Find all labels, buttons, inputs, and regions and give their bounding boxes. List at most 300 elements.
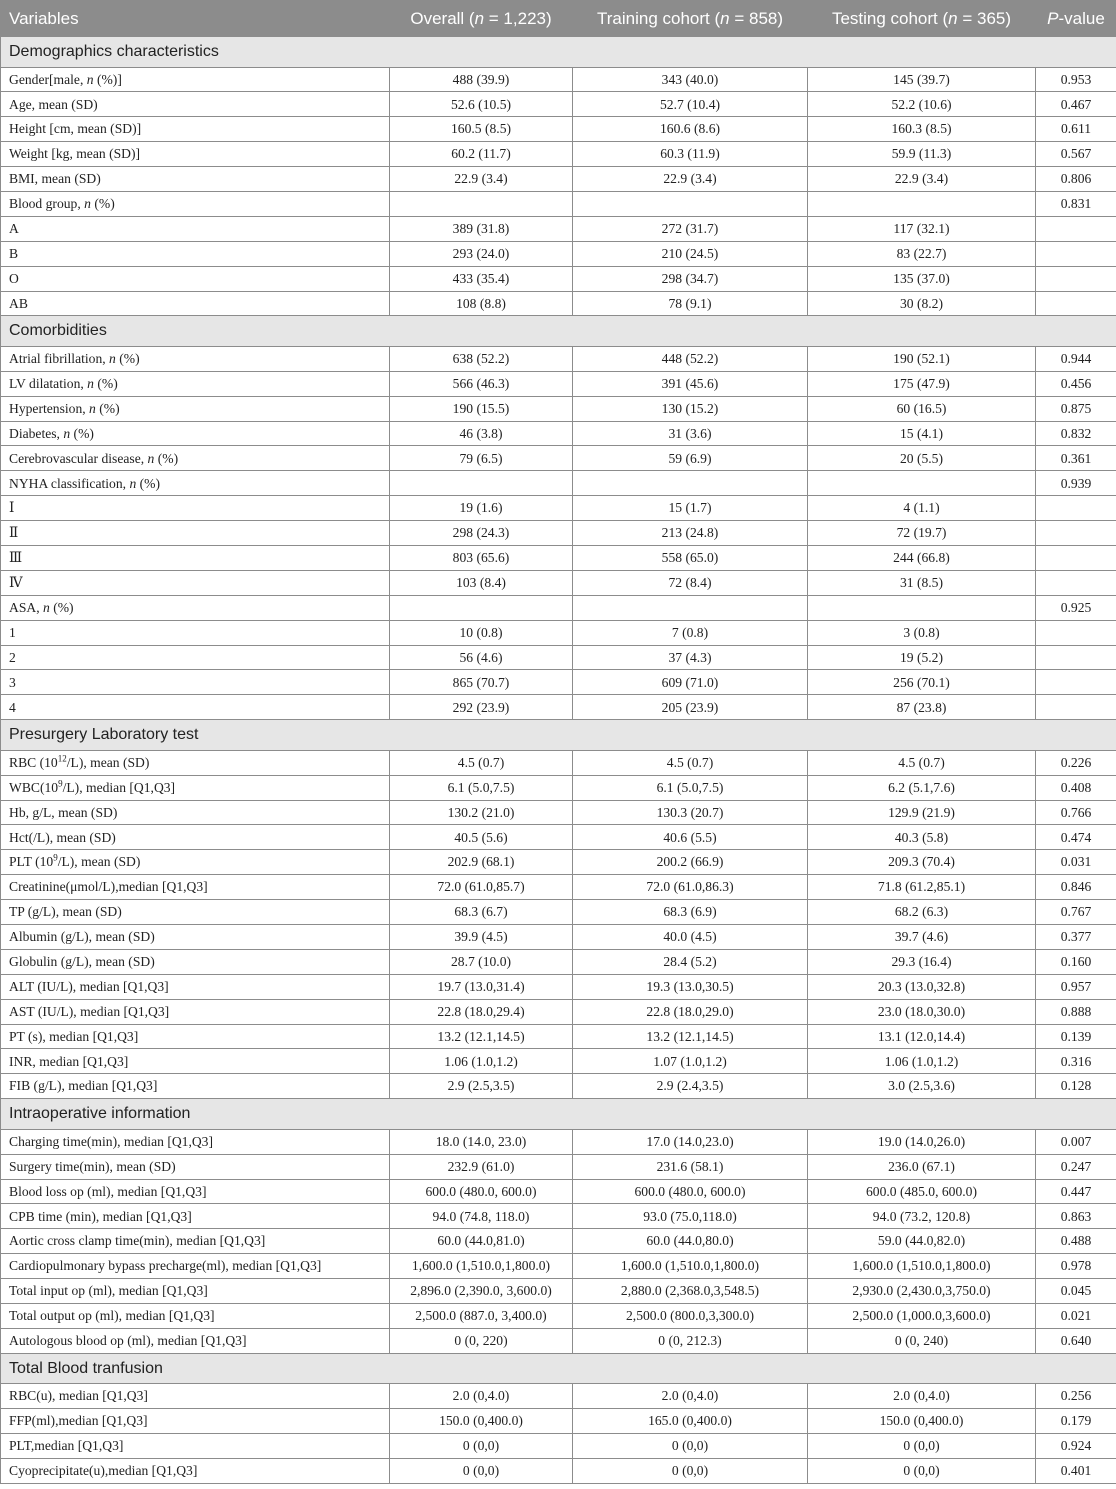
p-value — [1036, 216, 1116, 241]
p-value: 0.567 — [1036, 142, 1116, 167]
table-row — [1, 546, 1116, 571]
p-value — [1036, 570, 1116, 595]
section-header-row — [1, 720, 1116, 751]
label-segment: Globulin (g/L), mean (SD) — [9, 954, 155, 970]
label-segment: (%) — [95, 400, 120, 416]
training-value: 130.3 (20.7) — [573, 800, 808, 825]
variable-label — [1, 1154, 390, 1179]
training-value: 272 (31.7) — [573, 216, 808, 241]
variable-label — [1, 167, 390, 192]
table-row — [1, 1154, 1116, 1179]
variable-label — [1, 1129, 390, 1154]
label-segment: n — [84, 196, 91, 212]
label-segment: FIB (g/L), median [Q1,Q3] — [9, 1078, 158, 1094]
table-row — [1, 825, 1116, 850]
p-value: 0.767 — [1036, 900, 1116, 925]
variable-label — [1, 446, 390, 471]
table-row — [1, 1204, 1116, 1229]
label-segment: /L), median [Q1,Q3] — [62, 779, 176, 795]
p-value — [1036, 620, 1116, 645]
section-header-row — [1, 37, 1116, 68]
label-segment: ASA, — [9, 599, 43, 615]
p-value: 0.944 — [1036, 346, 1116, 371]
variable-label — [1, 800, 390, 825]
p-value: 0.474 — [1036, 825, 1116, 850]
testing-value: 52.2 (10.6) — [808, 92, 1036, 117]
label-segment: 2 — [9, 649, 16, 665]
overall-value: 293 (24.0) — [390, 241, 573, 266]
testing-value: 0 (0,0) — [808, 1458, 1036, 1483]
label-segment: CPB time (min), median [Q1,Q3] — [9, 1208, 192, 1224]
label-segment: n — [86, 71, 94, 87]
variable-label — [1, 1303, 390, 1328]
section-header-row — [1, 1099, 1116, 1130]
overall-value: 202.9 (68.1) — [390, 850, 573, 875]
variable-label — [1, 1049, 390, 1074]
overall-value: 19 (1.6) — [390, 496, 573, 521]
testing-value: 59.0 (44.0,82.0) — [808, 1229, 1036, 1254]
table-row — [1, 521, 1116, 546]
training-value: 13.2 (12.1,14.5) — [573, 1024, 808, 1049]
p-value: 0.832 — [1036, 421, 1116, 446]
training-value: 0 (0,0) — [573, 1458, 808, 1483]
variable-label — [1, 999, 390, 1024]
testing-value: 94.0 (73.2, 120.8) — [808, 1204, 1036, 1229]
testing-value: 0 (0, 240) — [808, 1328, 1036, 1353]
label-segment: Blood loss op (ml), median [Q1,Q3] — [9, 1183, 207, 1199]
overall-value: 68.3 (6.7) — [390, 900, 573, 925]
label-segment: (%) — [115, 351, 140, 367]
p-value: 0.007 — [1036, 1129, 1116, 1154]
testing-value: 4 (1.1) — [808, 496, 1036, 521]
testing-value: 129.9 (21.9) — [808, 800, 1036, 825]
overall-value: 19.7 (13.0,31.4) — [390, 974, 573, 999]
training-value: 72.0 (61.0,86.3) — [573, 875, 808, 900]
training-value: 40.0 (4.5) — [573, 925, 808, 950]
table-body — [1, 37, 1116, 1484]
label-segment: (%) — [70, 425, 94, 441]
p-value: 0.377 — [1036, 925, 1116, 950]
table-row — [1, 1179, 1116, 1204]
label-segment: Blood group, — [9, 196, 85, 212]
table-row — [1, 291, 1116, 316]
variable-label — [1, 595, 390, 620]
testing-value: 71.8 (61.2,85.1) — [808, 875, 1036, 900]
variable-label — [1, 521, 390, 546]
testing-value: 72 (19.7) — [808, 521, 1036, 546]
variable-label — [1, 1229, 390, 1254]
variable-label — [1, 1024, 390, 1049]
label-segment: Ⅰ — [9, 500, 15, 516]
overall-value: 389 (31.8) — [390, 216, 573, 241]
overall-value: 2.0 (0,4.0) — [390, 1384, 573, 1409]
variable-label — [1, 216, 390, 241]
label-segment: n — [147, 450, 155, 466]
testing-value: 150.0 (0,400.0) — [808, 1409, 1036, 1434]
training-value: 205 (23.9) — [573, 695, 808, 720]
table-row — [1, 421, 1116, 446]
section-header-row — [1, 1353, 1116, 1384]
testing-value: 600.0 (485.0, 600.0) — [808, 1179, 1036, 1204]
training-value: 609 (71.0) — [573, 670, 808, 695]
label-segment: Total input op (ml), median [Q1,Q3] — [9, 1283, 208, 1299]
section-title: Presurgery Laboratory test — [1, 720, 1116, 751]
testing-value: 87 (23.8) — [808, 695, 1036, 720]
training-value: 4.5 (0.7) — [573, 750, 808, 775]
training-value: 72 (8.4) — [573, 570, 808, 595]
table-row — [1, 974, 1116, 999]
training-value: 600.0 (480.0, 600.0) — [573, 1179, 808, 1204]
training-value: 0 (0, 212.3) — [573, 1328, 808, 1353]
label-segment: Atrial fibrillation, — [9, 351, 110, 367]
label-segment: n — [109, 351, 116, 367]
training-value: 6.1 (5.0,7.5) — [573, 775, 808, 800]
label-segment: Aortic cross clamp time(min), median [Q1,Q3] — [9, 1233, 266, 1249]
p-value: 0.924 — [1036, 1434, 1116, 1459]
testing-value: 19 (5.2) — [808, 645, 1036, 670]
label-segment: 9 — [58, 778, 63, 789]
table-row — [1, 446, 1116, 471]
label-segment: Height [cm, mean (SD)] — [9, 121, 142, 137]
label-segment: n — [129, 475, 137, 491]
overall-value: 18.0 (14.0, 23.0) — [390, 1129, 573, 1154]
label-segment: PLT (10 — [9, 854, 54, 870]
label-segment: AST (IU/L), median [Q1,Q3] — [9, 1003, 170, 1019]
overall-value: 566 (46.3) — [390, 371, 573, 396]
training-value: 52.7 (10.4) — [573, 92, 808, 117]
label-segment: (%) — [49, 599, 74, 615]
overall-value: 28.7 (10.0) — [390, 949, 573, 974]
table-row — [1, 117, 1116, 142]
variable-label — [1, 1458, 390, 1483]
testing-value: 209.3 (70.4) — [808, 850, 1036, 875]
p-value: 0.456 — [1036, 371, 1116, 396]
header-row — [1, 1, 1116, 37]
label-segment: LV dilatation, — [9, 375, 88, 391]
variable-label — [1, 974, 390, 999]
p-value: 0.863 — [1036, 1204, 1116, 1229]
overall-value: 52.6 (10.5) — [390, 92, 573, 117]
label-segment: (%) — [90, 196, 115, 212]
table-row — [1, 620, 1116, 645]
training-value: 558 (65.0) — [573, 546, 808, 571]
table-row — [1, 775, 1116, 800]
label-segment: Weight [kg, mean (SD)] — [9, 146, 141, 162]
table-row — [1, 1049, 1116, 1074]
training-value: 0 (0,0) — [573, 1434, 808, 1459]
label-segment: Cardiopulmonary bypass precharge(ml), median [Q1,Q3] — [9, 1258, 322, 1274]
section-title: Total Blood tranfusion — [1, 1353, 1116, 1384]
p-value: 0.875 — [1036, 396, 1116, 421]
p-value — [1036, 291, 1116, 316]
table-row — [1, 695, 1116, 720]
testing-value — [808, 191, 1036, 216]
variable-label — [1, 191, 390, 216]
variable-label — [1, 346, 390, 371]
p-value: 0.888 — [1036, 999, 1116, 1024]
overall-value: 60.0 (44.0,81.0) — [390, 1229, 573, 1254]
variable-label — [1, 775, 390, 800]
table-row — [1, 750, 1116, 775]
p-value — [1036, 546, 1116, 571]
label-segment: Gender[male, — [9, 71, 87, 87]
training-value: 165.0 (0,400.0) — [573, 1409, 808, 1434]
label-segment: (%) — [93, 375, 118, 391]
testing-value: 256 (70.1) — [808, 670, 1036, 695]
training-value: 448 (52.2) — [573, 346, 808, 371]
table-row — [1, 142, 1116, 167]
variable-label — [1, 1204, 390, 1229]
training-value: 298 (34.7) — [573, 266, 808, 291]
table-row — [1, 1254, 1116, 1279]
p-value: 0.361 — [1036, 446, 1116, 471]
training-value — [573, 471, 808, 496]
header-variables: Variables — [1, 1, 390, 37]
variable-label — [1, 620, 390, 645]
overall-value: 1.06 (1.0,1.2) — [390, 1049, 573, 1074]
variable-label — [1, 1279, 390, 1304]
p-value: 0.467 — [1036, 92, 1116, 117]
testing-value: 145 (39.7) — [808, 67, 1036, 92]
table-row — [1, 371, 1116, 396]
label-segment: BMI, mean (SD) — [9, 171, 101, 187]
p-value: 0.846 — [1036, 875, 1116, 900]
p-value: 0.957 — [1036, 974, 1116, 999]
p-value — [1036, 241, 1116, 266]
variable-label — [1, 396, 390, 421]
testing-value — [808, 595, 1036, 620]
training-value: 7 (0.8) — [573, 620, 808, 645]
p-value: 0.806 — [1036, 167, 1116, 192]
overall-value: 72.0 (61.0,85.7) — [390, 875, 573, 900]
table-row — [1, 496, 1116, 521]
variable-label — [1, 291, 390, 316]
table-row — [1, 167, 1116, 192]
testing-value: 4.5 (0.7) — [808, 750, 1036, 775]
variable-label — [1, 875, 390, 900]
training-value: 391 (45.6) — [573, 371, 808, 396]
label-segment: INR, median [Q1,Q3] — [9, 1053, 129, 1069]
p-value: 0.045 — [1036, 1279, 1116, 1304]
testing-value: 3.0 (2.5,3.6) — [808, 1074, 1036, 1099]
label-segment: B — [9, 245, 19, 261]
variable-label — [1, 117, 390, 142]
training-value: 60.3 (11.9) — [573, 142, 808, 167]
testing-value: 40.3 (5.8) — [808, 825, 1036, 850]
training-value: 1,600.0 (1,510.0,1,800.0) — [573, 1254, 808, 1279]
overall-value: 39.9 (4.5) — [390, 925, 573, 950]
variable-label — [1, 570, 390, 595]
table-row — [1, 1074, 1116, 1099]
table-row — [1, 67, 1116, 92]
table-row — [1, 875, 1116, 900]
p-value: 0.031 — [1036, 850, 1116, 875]
overall-value — [390, 471, 573, 496]
label-segment: 3 — [9, 674, 16, 690]
training-value: 59 (6.9) — [573, 446, 808, 471]
table-row — [1, 266, 1116, 291]
training-value: 93.0 (75.0,118.0) — [573, 1204, 808, 1229]
label-segment: RBC(u), median [Q1,Q3] — [9, 1388, 148, 1404]
table-row — [1, 241, 1116, 266]
variable-label — [1, 92, 390, 117]
testing-value: 31 (8.5) — [808, 570, 1036, 595]
testing-value: 83 (22.7) — [808, 241, 1036, 266]
variable-label — [1, 241, 390, 266]
variable-label — [1, 1179, 390, 1204]
overall-value: 79 (6.5) — [390, 446, 573, 471]
label-segment: Cerebrovascular disease, — [9, 450, 148, 466]
overall-value: 433 (35.4) — [390, 266, 573, 291]
label-segment: Diabetes, — [9, 425, 64, 441]
section-header-row — [1, 316, 1116, 347]
p-value: 0.316 — [1036, 1049, 1116, 1074]
testing-value: 20.3 (13.0,32.8) — [808, 974, 1036, 999]
table-header — [1, 1, 1116, 37]
variable-label — [1, 266, 390, 291]
training-value: 28.4 (5.2) — [573, 949, 808, 974]
training-value: 40.6 (5.5) — [573, 825, 808, 850]
testing-value: 3 (0.8) — [808, 620, 1036, 645]
table-row — [1, 850, 1116, 875]
overall-value: 22.9 (3.4) — [390, 167, 573, 192]
overall-value: 6.1 (5.0,7.5) — [390, 775, 573, 800]
table-row — [1, 645, 1116, 670]
label-segment: (%) — [136, 475, 161, 491]
training-value: 22.8 (18.0,29.0) — [573, 999, 808, 1024]
overall-value: 865 (70.7) — [390, 670, 573, 695]
table-row — [1, 191, 1116, 216]
label-segment: AB — [9, 295, 28, 311]
p-value: 0.488 — [1036, 1229, 1116, 1254]
table-row — [1, 1279, 1116, 1304]
overall-value: 46 (3.8) — [390, 421, 573, 446]
variable-label — [1, 750, 390, 775]
variable-label — [1, 1434, 390, 1459]
label-segment: Creatinine(μmol/L),median [Q1,Q3] — [9, 879, 208, 895]
variable-label — [1, 1074, 390, 1099]
variable-label — [1, 949, 390, 974]
table-row — [1, 346, 1116, 371]
testing-value: 60 (16.5) — [808, 396, 1036, 421]
p-value: 0.978 — [1036, 1254, 1116, 1279]
training-value — [573, 191, 808, 216]
overall-value: 2,896.0 (2,390.0, 3,600.0) — [390, 1279, 573, 1304]
label-segment: ALT (IU/L), median [Q1,Q3] — [9, 978, 169, 994]
testing-value: 13.1 (12.0,14.4) — [808, 1024, 1036, 1049]
label-segment: Surgery time(min), mean (SD) — [9, 1158, 176, 1174]
training-value: 60.0 (44.0,80.0) — [573, 1229, 808, 1254]
training-value: 15 (1.7) — [573, 496, 808, 521]
label-segment: Ⅳ — [9, 575, 23, 591]
overall-value — [390, 595, 573, 620]
training-value: 160.6 (8.6) — [573, 117, 808, 142]
table-row — [1, 949, 1116, 974]
table-row — [1, 999, 1116, 1024]
overall-value: 0 (0,0) — [390, 1434, 573, 1459]
testing-value: 68.2 (6.3) — [808, 900, 1036, 925]
training-value: 200.2 (66.9) — [573, 850, 808, 875]
testing-value: 0 (0,0) — [808, 1434, 1036, 1459]
p-value: 0.226 — [1036, 750, 1116, 775]
table-row — [1, 670, 1116, 695]
overall-value: 103 (8.4) — [390, 570, 573, 595]
training-value: 19.3 (13.0,30.5) — [573, 974, 808, 999]
overall-value: 94.0 (74.8, 118.0) — [390, 1204, 573, 1229]
training-value: 22.9 (3.4) — [573, 167, 808, 192]
label-segment: Hb, g/L, mean (SD) — [9, 804, 118, 820]
p-value: 0.128 — [1036, 1074, 1116, 1099]
table-row — [1, 1129, 1116, 1154]
overall-value: 160.5 (8.5) — [390, 117, 573, 142]
overall-value: 13.2 (12.1,14.5) — [390, 1024, 573, 1049]
training-value: 37 (4.3) — [573, 645, 808, 670]
testing-value: 236.0 (67.1) — [808, 1154, 1036, 1179]
p-value: 0.139 — [1036, 1024, 1116, 1049]
label-segment: Charging time(min), median [Q1,Q3] — [9, 1133, 213, 1149]
testing-value: 59.9 (11.3) — [808, 142, 1036, 167]
overall-value: 2.9 (2.5,3.5) — [390, 1074, 573, 1099]
training-value: 2.0 (0,4.0) — [573, 1384, 808, 1409]
table-row — [1, 1384, 1116, 1409]
p-value: 0.953 — [1036, 67, 1116, 92]
section-title: Demographics characteristics — [1, 37, 1116, 68]
variable-label — [1, 850, 390, 875]
testing-value: 19.0 (14.0,26.0) — [808, 1129, 1036, 1154]
variable-label — [1, 645, 390, 670]
label-segment: Ⅲ — [9, 550, 23, 566]
label-segment: TP (g/L), mean (SD) — [9, 904, 122, 920]
table-row — [1, 1409, 1116, 1434]
testing-value: 39.7 (4.6) — [808, 925, 1036, 950]
overall-value: 40.5 (5.6) — [390, 825, 573, 850]
label-segment: Total output op (ml), median [Q1,Q3] — [9, 1308, 215, 1324]
testing-value: 22.9 (3.4) — [808, 167, 1036, 192]
overall-value: 108 (8.8) — [390, 291, 573, 316]
table-row — [1, 216, 1116, 241]
p-value: 0.766 — [1036, 800, 1116, 825]
overall-value: 292 (23.9) — [390, 695, 573, 720]
section-title: Intraoperative information — [1, 1099, 1116, 1130]
overall-value: 56 (4.6) — [390, 645, 573, 670]
overall-value: 2,500.0 (887.0, 3,400.0) — [390, 1303, 573, 1328]
variable-label — [1, 67, 390, 92]
variable-label — [1, 142, 390, 167]
p-value: 0.021 — [1036, 1303, 1116, 1328]
p-value: 0.640 — [1036, 1328, 1116, 1353]
training-value: 2,500.0 (800.0,3,300.0) — [573, 1303, 808, 1328]
testing-value: 2,930.0 (2,430.0,3,750.0) — [808, 1279, 1036, 1304]
label-segment: Autologous blood op (ml), median [Q1,Q3] — [9, 1333, 247, 1348]
variable-label — [1, 1328, 390, 1353]
p-value: 0.247 — [1036, 1154, 1116, 1179]
label-segment: n — [89, 400, 96, 416]
testing-value: 1,600.0 (1,510.0,1,800.0) — [808, 1254, 1036, 1279]
label-segment: O — [9, 270, 19, 286]
testing-value: 23.0 (18.0,30.0) — [808, 999, 1036, 1024]
label-segment: A — [9, 220, 19, 236]
table-row — [1, 1229, 1116, 1254]
testing-value — [808, 471, 1036, 496]
table-row — [1, 925, 1116, 950]
header-p-value: P-value — [1036, 1, 1116, 37]
overall-value: 232.9 (61.0) — [390, 1154, 573, 1179]
variable-label — [1, 496, 390, 521]
overall-value: 60.2 (11.7) — [390, 142, 573, 167]
variable-label — [1, 421, 390, 446]
overall-value: 10 (0.8) — [390, 620, 573, 645]
p-value — [1036, 695, 1116, 720]
